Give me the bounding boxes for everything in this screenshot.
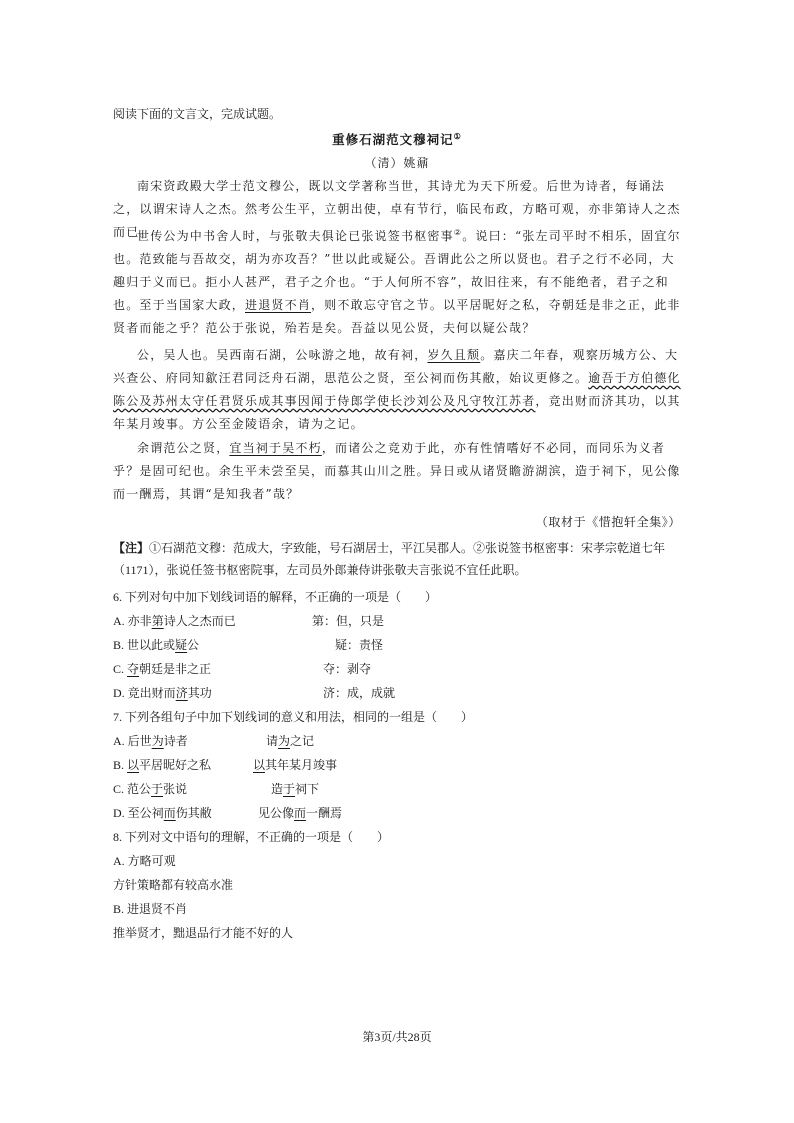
option-text: 平居昵好之私 [139,758,212,772]
paragraph-2-part-a: 世传公为中书舍人时，与张敬夫俱论已张说签书枢密事 [137,229,454,243]
option-letter: C. [113,662,125,676]
option-text: 后世 [127,734,152,748]
option-letter: A. [113,734,125,748]
paragraph-3 [113,344,681,436]
underlined-word: 以 [253,758,266,772]
underlined-word: 济 [175,686,188,700]
paragraph-2-part-b: 。说曰：“张左司平时不相乐，固宜尔也。范致能与吾故交，胡为亦攻吾？”世以此或疑公。吾谓此公之所以贤也。君子之行不必同，大趣归于义而已。拒小人甚严，君子之介也。“于人何所不容”，故旧往来，有不能绝者，君子之和也。至于当国家大政， [113,229,681,312]
paragraph-4-part-a: 余谓范公之贤， [137,441,230,455]
underlined-word: 为 [151,734,164,748]
underlined-word: 第 [151,614,164,628]
footnote-text: ①石湖范文穆：范成大，字致能，号石湖居士，平江吴郡人。②张说签书枢密事：宋孝宗乾道七年（1171），张说任签书枢密院事，左司员外郎兼侍讲张敬夫言张说不宜任此职。 [113,541,666,577]
question-8-option-a-explanation: 方针策略都有较高水准 [113,878,234,892]
option-text: 其年某月竣事 [265,758,338,772]
option-text: 范公 [127,782,152,796]
question-8-option-b-explanation: 推举贤才，黜退品行才能不好的人 [113,926,294,940]
option-text: 张说 [163,782,188,796]
question-8-option-b[interactable] [113,900,187,917]
question-7-option-c[interactable] [113,780,320,797]
paragraph-3-part-b: 。嘉庆二年春，观察历城方公、大兴查公、府同知歙汪君同泛舟石湖，思范公之贤，至公祠而伤其敝，始议更修之。 [113,348,679,385]
underlined-word: 于 [151,782,164,796]
option-letter: A. [113,854,125,868]
essay-title-text: 重修石湖范文穆祠记 [332,132,454,147]
underlined-phrase: 岁久且颓 [427,348,481,362]
paragraph-1: 南宋资政殿大学士范文穆公，既以文学著称当世，其诗尤为天下所爱。后世为诗者，每诵法之，以谓宋诗人之杰。然考公生平，立朝出使，卓有节行，临民布政，方略可观，亦非第诗人之杰而已。 [113,179,681,239]
option-text: 诗人之杰而已 [163,614,236,628]
option-second-sentence [253,756,337,773]
option-text: 亦非 [127,614,152,628]
option-letter: D. [113,806,125,820]
footnote [113,537,681,581]
question-6-option-b[interactable] [113,636,384,653]
source-citation: （取材于《惜抱轩全集》） [535,515,681,529]
question-6-option-a[interactable] [113,612,385,629]
underlined-word: 夺 [127,662,140,676]
option-letter: B. [113,902,125,916]
page-number: 第3页/共28页 [362,1030,432,1044]
option-text: 伤其敝 [175,806,212,820]
question-8-option-a[interactable] [113,852,176,869]
question-7-option-a[interactable] [113,732,315,749]
option-quote: 进退贤不肖 [127,902,188,916]
question-6-stem: 6. 下列对句中加下划线词语的解释，不正确的一项是（ ） [113,590,438,604]
underlined-word: 而 [163,806,176,820]
option-text: 公 [187,638,200,652]
question-6-option-c[interactable] [113,660,372,677]
option-text: 一酬焉 [306,806,343,820]
option-text: 之记 [290,734,315,748]
underlined-word: 于 [283,782,296,796]
underlined-word: 而 [294,806,307,820]
underlined-word: 以 [127,758,140,772]
option-text: 竞出财而 [127,686,176,700]
question-6-option-d[interactable] [113,684,396,701]
instruction-text: 阅读下面的文言文，完成试题。 [113,107,282,121]
paragraph-4-part-b: ，而诸公之竞劝于此，亦有性情嗜好不必同，而同乐为义者乎？是固可纪也。余生平未尝至吴，而慕其山川之胜。异日或从诸贤瞻游湖滨，造于祠下，见公像而一酬焉，其谓“是知我者”哉？ [113,441,681,501]
wavy-underlined-sentence: 逾吾于方伯德化陈公及苏州太守任君贤乐成其事因闻于侍郎学使长沙刘公及凡守牧江苏者 [113,371,681,408]
option-text: 造 [271,782,284,796]
underlined-phrase: 宜当祠于吴不朽 [229,441,322,455]
option-text: 祠下 [295,782,320,796]
option-text: 朝廷是非之正 [139,662,212,676]
option-text: 至公祠 [127,806,164,820]
option-second-sentence [258,804,342,821]
option-gloss: 第：但，只是 [312,614,385,628]
option-second-sentence [266,732,314,749]
option-text: 请 [266,734,279,748]
footnote-label: 【注】 [113,541,150,555]
question-7-stem: 7. 下列各组句子中加下划线词的意义和用法，相同的一组是（ ） [113,710,474,724]
option-text: 世以此或 [127,638,176,652]
title-footnote-mark: ① [453,130,462,141]
option-letter: B. [113,758,125,772]
option-gloss: 夺：剥夺 [323,662,372,676]
option-text: 见公像 [258,806,295,820]
essay-title [0,130,794,148]
paragraph-4 [113,437,681,506]
question-7-option-b[interactable] [113,756,338,773]
footnote-mark-2: ② [453,228,463,237]
option-letter: D. [113,686,125,700]
option-letter: C. [113,782,125,796]
paragraph-3-part-c: ，竞出财而济其功，以其年某月竣事。方公至金陵语余，请为之记。 [113,394,681,431]
paragraph-3-part-a: 公，吴人也。吴西南石湖，公咏游之地，故有祠， [137,348,428,362]
underlined-word: 疑 [175,638,188,652]
essay-author: （清）姚鼐 [364,156,430,170]
question-7-option-d[interactable] [113,804,343,821]
option-text: 诗者 [163,734,188,748]
option-letter: A. [113,614,125,628]
question-8-stem: 8. 下列对文中语句的理解，不正确的一项是（ ） [113,830,390,844]
option-quote: 方略可观 [127,854,176,868]
option-gloss: 济：成，成就 [323,686,396,700]
option-gloss: 疑：责怪 [335,638,384,652]
option-second-sentence [271,780,319,797]
option-letter: B. [113,638,125,652]
underlined-phrase: 进退贤不肖 [245,298,312,312]
underlined-word: 为 [278,734,291,748]
paragraph-2 [113,221,681,340]
option-text: 其功 [187,686,212,700]
paragraph-2-part-c: ，则不敢忘守官之节。以平居昵好之私，夺朝廷是非之正，此非贤者而能之乎？范公于张说，殆若是矣。吾益以见公贤，夫何以疑公哉？ [113,298,681,335]
